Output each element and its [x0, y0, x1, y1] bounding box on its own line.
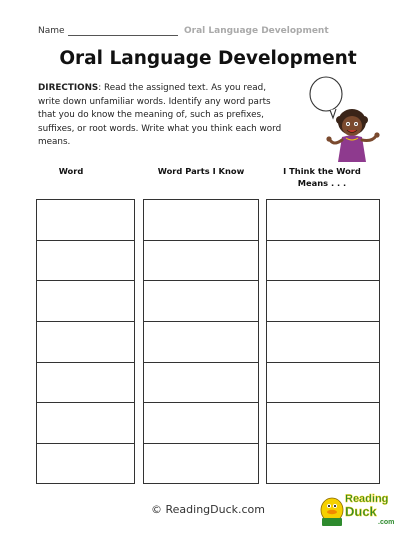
word-column [36, 199, 135, 484]
reading-duck-logo [318, 488, 402, 528]
word-parts-column [143, 199, 259, 484]
meaning-cell[interactable] [267, 403, 379, 444]
meaning-cell[interactable] [267, 444, 379, 485]
word-cell[interactable] [37, 322, 134, 363]
word-parts-cell[interactable] [144, 322, 258, 363]
word-parts-cell[interactable] [144, 241, 258, 282]
name-input-line[interactable] [68, 35, 178, 36]
footer-copyright: © ReadingDuck.com [151, 503, 265, 516]
meaning-cell[interactable] [267, 281, 379, 322]
word-cell[interactable] [37, 241, 134, 282]
word-cell[interactable] [37, 363, 134, 404]
meaning-column [266, 199, 380, 484]
word-parts-cell[interactable] [144, 281, 258, 322]
meaning-cell[interactable] [267, 241, 379, 282]
girl-speaking-illustration [296, 72, 386, 168]
logo-text-duck: Duck [345, 504, 377, 519]
column-header-meaning-line2: Means . . . [297, 178, 347, 188]
meaning-cell[interactable] [267, 363, 379, 404]
word-cell[interactable] [37, 281, 134, 322]
column-header-word-parts-line1: Word Parts I Know [157, 166, 245, 176]
meaning-cell[interactable] [267, 322, 379, 363]
word-parts-cell[interactable] [144, 444, 258, 485]
meaning-cell[interactable] [267, 200, 379, 241]
header-title: Oral Language Development [184, 26, 329, 36]
column-header-word [36, 165, 106, 177]
speech-bubble [310, 77, 342, 111]
word-parts-cell[interactable] [144, 363, 258, 404]
directions-label: DIRECTIONS [38, 83, 99, 93]
column-header-word-line1: Word [58, 166, 84, 176]
column-header-meaning [266, 165, 378, 189]
word-cell[interactable] [37, 200, 134, 241]
logo-text-reading: Reading [345, 493, 389, 505]
directions-text: : Read the assigned text. As you read, write down unfamiliar words. Identify any word parts that you do know the meaning of, such as prefixes, suffixes, or root words. Write what you think each word means. [38, 83, 282, 148]
word-parts-cell[interactable] [144, 403, 258, 444]
column-header-meaning-line1: I Think the Word [283, 166, 361, 176]
word-cell[interactable] [37, 444, 134, 485]
column-header-word-parts [143, 165, 259, 177]
directions [38, 82, 288, 150]
page-title: Oral Language Development [59, 48, 357, 69]
word-parts-cell[interactable] [144, 200, 258, 241]
logo-text-com: .com [378, 519, 395, 526]
name-label: Name [38, 26, 65, 36]
word-cell[interactable] [37, 403, 134, 444]
